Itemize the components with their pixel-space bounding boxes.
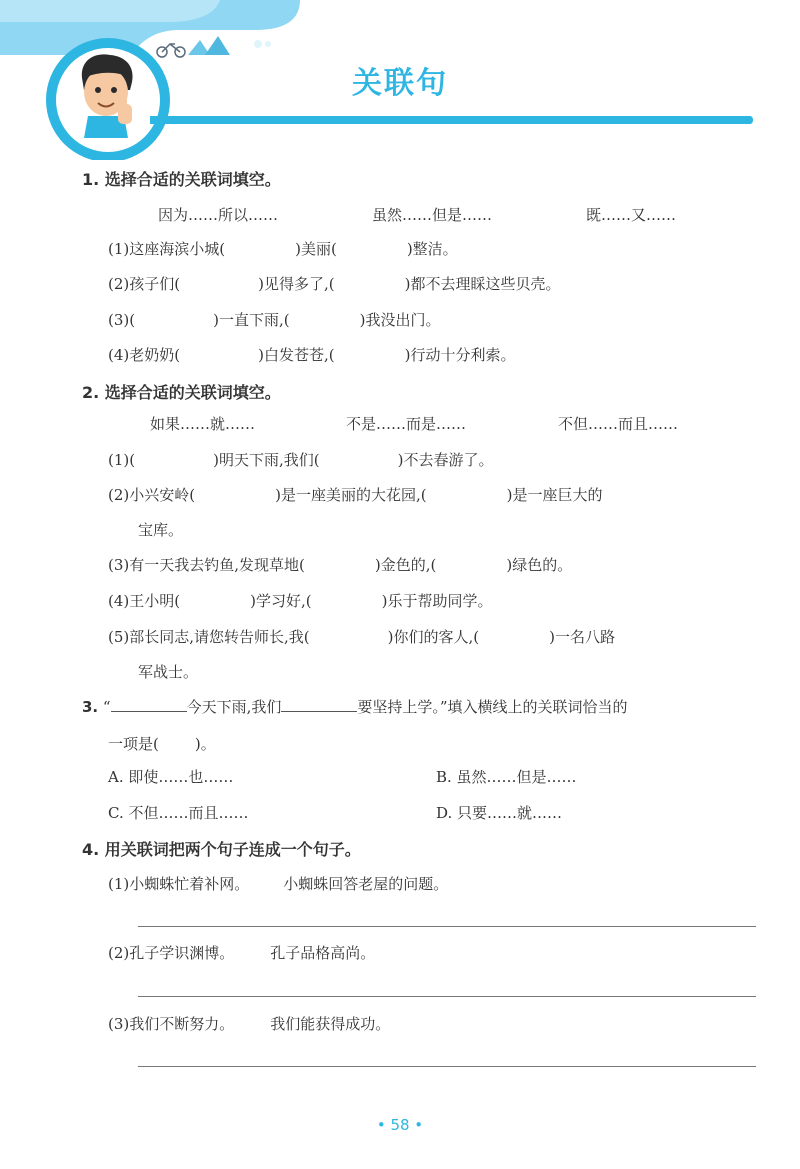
q1-item-4: (4)老奶奶( )白发苍苍,( )行动十分利索。	[108, 346, 516, 364]
page-number: • 58 •	[376, 1116, 424, 1134]
question-3-line-1: 3. “ 今天下雨,我们 要坚持上学。”填入横线上的关联词恰当的	[82, 698, 628, 716]
q1-item-1: (1)这座海滨小城( )美丽( )整洁。	[108, 240, 458, 258]
answer-underline[interactable]	[281, 711, 357, 712]
answer-underline[interactable]	[111, 711, 187, 712]
q3-choice-b[interactable]: B. 虽然……但是……	[436, 768, 577, 786]
q2-item-1: (1)( )明天下雨,我们( )不去春游了。	[108, 451, 494, 469]
q2-option-2: 不是……而是……	[346, 415, 467, 433]
question-1-title: 1. 选择合适的关联词填空。	[82, 170, 281, 189]
q2-option-1: 如果……就……	[150, 415, 256, 433]
q1-item-3: (3)( )一直下雨,( )我没出门。	[108, 311, 441, 329]
answer-line[interactable]	[138, 1066, 756, 1067]
q3-choice-d[interactable]: D. 只要……就……	[436, 804, 563, 822]
q1-item-2: (2)孩子们( )见得多了,( )都不去理睬这些贝壳。	[108, 275, 561, 293]
q4-item-3: (3)我们不断努力。 我们能获得成功。	[108, 1015, 391, 1033]
question-2-title: 2. 选择合适的关联词填空。	[82, 383, 281, 402]
q2-option-3: 不但……而且……	[558, 415, 679, 433]
q4-item-1: (1)小蜘蛛忙着补网。 小蜘蛛回答老屋的问题。	[108, 875, 449, 893]
q3-choice-a[interactable]: A. 即使……也……	[108, 768, 234, 786]
question-3-line-2: 一项是( )。	[108, 735, 216, 753]
page-title: 关联句	[352, 66, 448, 101]
q2-item-2: (2)小兴安岭( )是一座美丽的大花园,( )是一座巨大的	[108, 486, 603, 504]
q2-item-5-continued: 军战士。	[138, 663, 199, 681]
bicycle-icon	[157, 44, 185, 57]
answer-line[interactable]	[138, 996, 756, 997]
q4-item-2: (2)孔子学识渊博。 孔子品格高尚。	[108, 944, 376, 962]
q1-option-3: 既……又……	[586, 206, 677, 224]
q1-option-2: 虽然……但是……	[372, 206, 493, 224]
q2-item-4: (4)王小明( )学习好,( )乐于帮助同学。	[108, 592, 493, 610]
q3-choice-c[interactable]: C. 不但……而且……	[108, 804, 249, 822]
q2-item-5: (5)部长同志,请您转告师长,我( )你们的客人,( )一名八路	[108, 628, 615, 646]
question-4-title: 4. 用关联词把两个句子连成一个句子。	[82, 840, 361, 859]
q2-item-3: (3)有一天我去钓鱼,发现草地( )金色的,( )绿色的。	[108, 556, 573, 574]
q1-option-1: 因为……所以……	[158, 206, 279, 224]
q2-item-2-continued: 宝库。	[138, 521, 184, 539]
answer-line[interactable]	[138, 926, 756, 927]
